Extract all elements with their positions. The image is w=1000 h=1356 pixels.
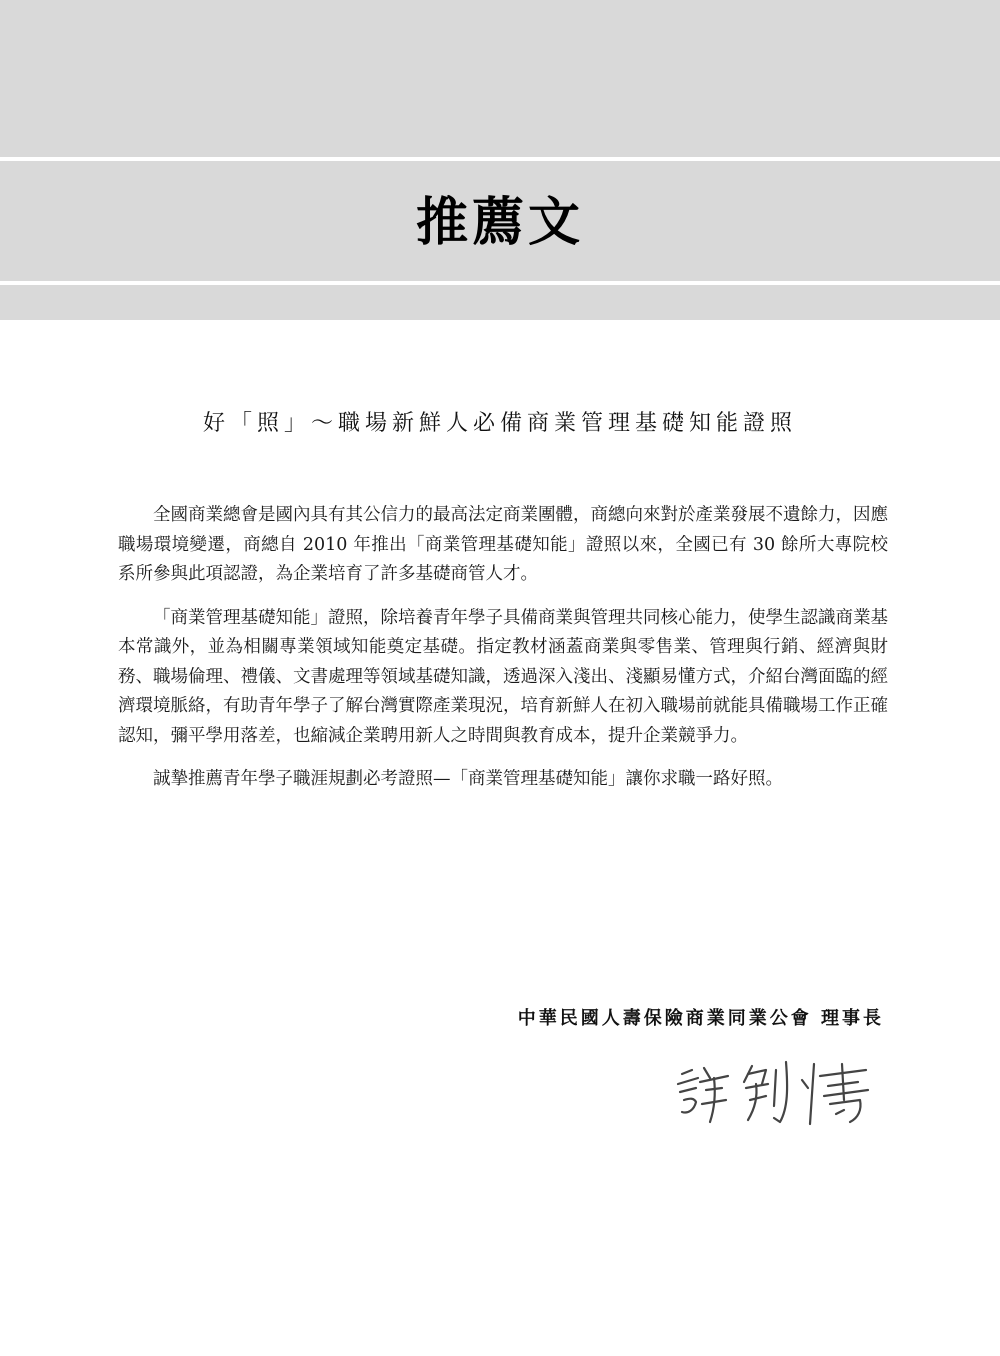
- handwritten-signature: [670, 1048, 880, 1132]
- paragraph-3: 誠摯推薦青年學子職涯規劃必考證照—「商業管理基礎知能」讓你求職一路好照。: [153, 769, 783, 789]
- body-text: [118, 501, 888, 809]
- paragraph-2: 「商業管理基礎知能」證照，除培養青年學子具備商業與管理共同核心能力，使學生認識商業基本常識外，並為相關專業領域知能奠定基礎。指定教材涵蓋商業與零售業、管理與行銷、經濟與財務、職場倫理、禮儀、文書處理等領域基礎知識，透過深入淺出、淺顯易懂方式，介紹台灣面臨的經濟環境脈絡，有助青年學子了解台灣實際產業現況，培育新鮮人在初入職場前就能具備職場工作正確認知，彌平學用落差，也縮減企業聘用新人之時間與教育成本，提升企業競爭力。: [118, 607, 888, 746]
- paragraph-1: 全國商業總會是國內具有其公信力的最高法定商業團體，商總向來對於產業發展不遺餘力，因應職場環境變遷，商總自 2010 年推出「商業管理基礎知能」證照以來，全國已有 30 餘所大專院校系所參與此項認證，為企業培育了許多基礎商管人才。: [118, 505, 888, 584]
- page-title: 推薦文: [415, 193, 584, 253]
- header-rule-bottom: [0, 281, 1000, 285]
- signature-organization: 中華民國人壽保險商業同業公會 理事長: [517, 1008, 884, 1029]
- header-rule-top: [0, 157, 1000, 161]
- subtitle: 好「照」～職場新鮮人必備商業管理基礎知能證照: [202, 411, 797, 436]
